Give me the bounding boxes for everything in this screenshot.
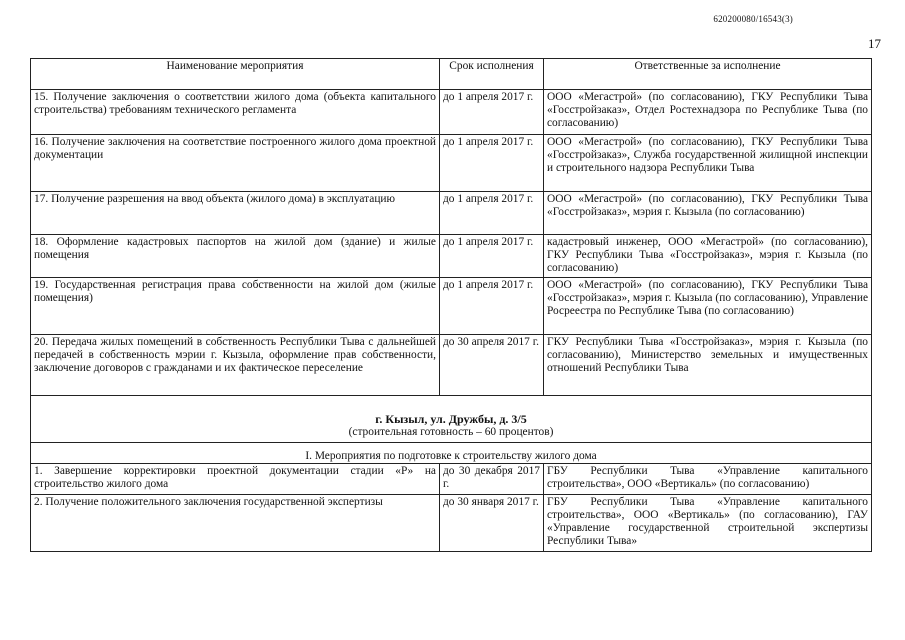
object-address: г. Кызыл, ул. Дружбы, д. 3/5 (375, 412, 527, 426)
table-header-row (31, 59, 872, 90)
section-title: I. Мероприятия по подготовке к строительству жилого дома (31, 443, 872, 464)
row-responsible: ООО «Мегастрой» (по согласованию), ГКУ Республики Тыва «Госстройзаказ», Служба государственной жилищной инспекции и строительного надзора Республики Тыва (544, 135, 872, 192)
row-deadline: до 1 апреля 2017 г. (440, 90, 544, 135)
row-deadline: до 1 апреля 2017 г. (440, 235, 544, 278)
table-row (31, 192, 872, 235)
table-row (31, 278, 872, 335)
row-responsible: ГБУ Республики Тыва «Управление капитального строительства», ООО «Вертикаль» (по согласованию), ГАУ «Управление государственной строительной экспертизы Республики Тыва» (544, 495, 872, 552)
table-row (31, 335, 872, 396)
page-number: 17 (868, 36, 881, 51)
header-name: Наименование мероприятия (31, 59, 440, 90)
row-name: 2. Получение положительного заключения государственной экспертизы (31, 495, 440, 552)
row-name: 19. Государственная регистрация права собственности на жилой дом (жилые помещения) (31, 278, 440, 335)
row-responsible: ООО «Мегастрой» (по согласованию), ГКУ Республики Тыва «Госстройзаказ», Отдел Ростехнадзора по Республике Тыва (по согласованию) (544, 90, 872, 135)
row-deadline: до 30 апреля 2017 г. (440, 335, 544, 396)
row-name: 18. Оформление кадастровых паспортов на жилой дом (здание) и жилые помещения (31, 235, 440, 278)
table-row (31, 495, 872, 552)
table-row (31, 135, 872, 192)
row-deadline: до 30 декабря 2017 г. (440, 464, 544, 495)
table-row (31, 90, 872, 135)
row-name: 15. Получение заключения о соответствии жилого дома (объекта капитального строительства) требованиям технического регламента (31, 90, 440, 135)
header-deadline: Срок исполнения (440, 59, 544, 90)
object-heading (31, 396, 872, 443)
row-name: 16. Получение заключения на соответствие построенного жилого дома проектной документации (31, 135, 440, 192)
row-name: 17. Получение разрешения на ввод объекта (жилого дома) в эксплуатацию (31, 192, 440, 235)
row-deadline: до 1 апреля 2017 г. (440, 135, 544, 192)
row-deadline: до 30 января 2017 г. (440, 495, 544, 552)
row-responsible: кадастровый инженер, ООО «Мегастрой» (по согласованию), ГКУ Республики Тыва «Госстройзаказ», мэрия г. Кызыла (по согласованию) (544, 235, 872, 278)
section-heading-row (31, 443, 872, 464)
measures-table (30, 58, 872, 552)
row-responsible: ГКУ Республики Тыва «Госстройзаказ», мэрия г. Кызыла (по согласованию), Министерство земельных и имущественных отношений Республики Тыва (544, 335, 872, 396)
header-responsible: Ответственные за исполнение (544, 59, 872, 90)
table-row (31, 464, 872, 495)
row-responsible: ГБУ Республики Тыва «Управление капитального строительства», ООО «Вертикаль» (по согласованию) (544, 464, 872, 495)
row-deadline: до 1 апреля 2017 г. (440, 192, 544, 235)
object-readiness: (строительная готовность – 60 процентов) (348, 426, 554, 438)
row-name: 1. Завершение корректировки проектной документации стадии «Р» на строительство жилого дома (31, 464, 440, 495)
table-row (31, 235, 872, 278)
object-heading-row (31, 396, 872, 443)
row-responsible: ООО «Мегастрой» (по согласованию), ГКУ Республики Тыва «Госстройзаказ», мэрия г. Кызыла (по согласованию) (544, 192, 872, 235)
row-deadline: до 1 апреля 2017 г. (440, 278, 544, 335)
row-responsible: ООО «Мегастрой» (по согласованию), ГКУ Республики Тыва «Госстройзаказ», мэрия г. Кызыла (по согласованию), Управление Росреестра по Республике Тыва (по согласованию) (544, 278, 872, 335)
document-code: 620200080/16543(3) (713, 14, 793, 24)
row-name: 20. Передача жилых помещений в собственность Республики Тыва с дальнейшей передачей в собственность мэрии г. Кызыла, оформление прав собственности, заключение договоров с гражданами и их фактическое переселение (31, 335, 440, 396)
